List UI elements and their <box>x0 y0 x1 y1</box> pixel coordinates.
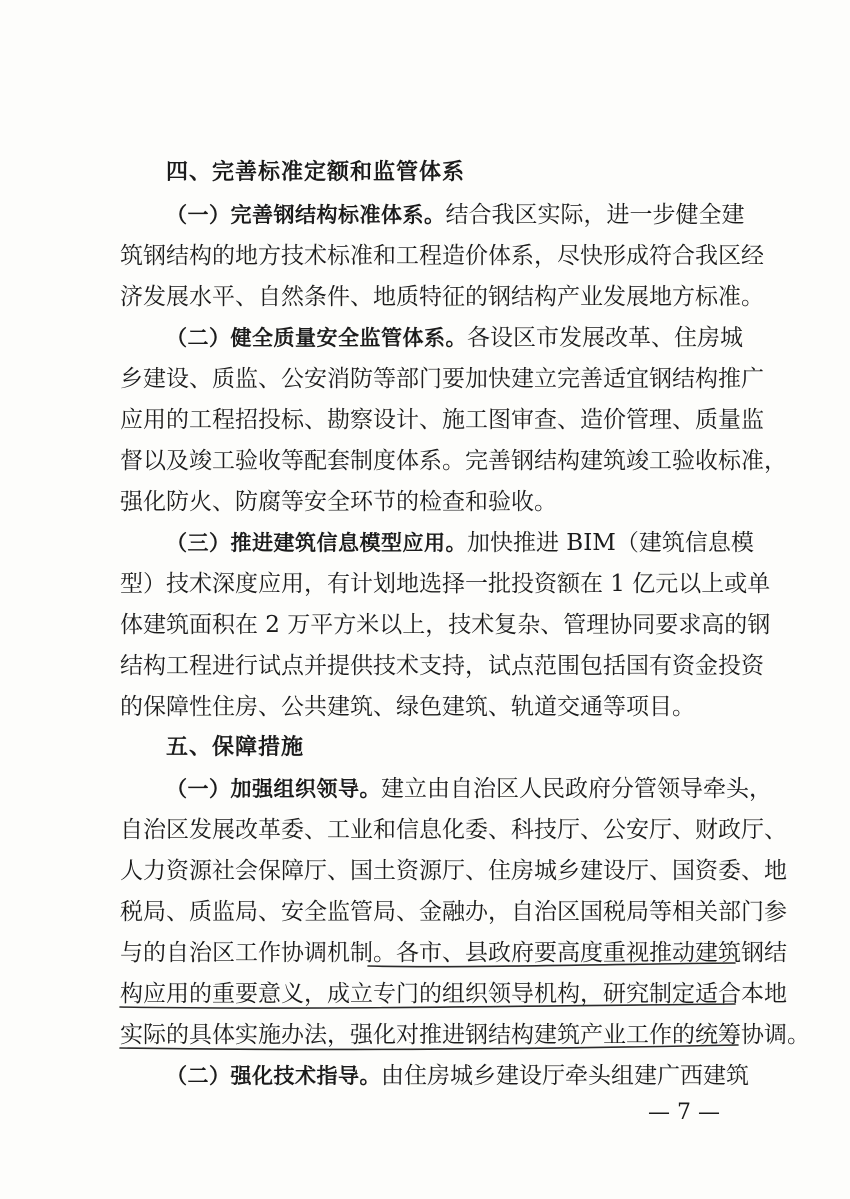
paragraph-line: 实际的具体实施办法，强化对推进钢结构建筑产业工作的统筹协调。 <box>120 1022 810 1048</box>
paragraph-line: 筑钢结构的地方技术标准和工程造价体系，尽快形成符合我区经 <box>120 243 764 269</box>
paragraph-line <box>166 527 754 559</box>
paragraph-line <box>120 937 787 969</box>
paragraph-line: 应用的工程招投标、勘察设计、施工图审查、造价管理、质量监 <box>120 407 764 433</box>
paragraph-line: 人力资源社会保障厅、国土资源厅、住房城乡建设厅、国资委、地 <box>120 858 787 884</box>
page-number: — 7 — <box>648 1100 720 1125</box>
paragraph-line: 结构工程进行试点并提供技术支持，试点范围包括国有资金投资 <box>120 653 764 679</box>
paragraph-text: 建立由自治区人民政府分管领导牵头， <box>381 776 772 802</box>
section-heading-4: 四、完善标准定额和监管体系 <box>166 160 466 185</box>
paragraph-lead: （一）完善钢结构标准体系。 <box>166 203 446 227</box>
paragraph-line <box>166 322 743 354</box>
paragraph-text: 与的自治区工作协调机制。 <box>120 940 396 966</box>
paragraph-line: 督以及竣工验收等配套制度体系。完善钢结构建筑竣工验收标准， <box>120 448 787 474</box>
paragraph-line <box>166 1060 749 1092</box>
paragraph-line: 乡建设、质监、公安消防等部门要加快建立完善适宜钢结构推广 <box>120 366 764 392</box>
paragraph-line <box>166 773 772 805</box>
paragraph-lead: （一）加强组织领导。 <box>166 777 381 801</box>
section-heading-5: 五、保障措施 <box>166 735 305 760</box>
paragraph-line: 济发展水平、自然条件、地质特征的钢结构产业发展地方标准。 <box>120 284 764 310</box>
paragraph-text: 加快推进 BIM（建筑信息模 <box>467 530 754 556</box>
paragraph-text: 由住房城乡建设厅牵头组建广西建筑 <box>381 1063 749 1089</box>
paragraph-line: 体建筑面积在 2 万平方米以上，技术复杂、管理协同要求高的钢 <box>120 612 771 638</box>
paragraph-line: 的保障性住房、公共建筑、绿色建筑、轨道交通等项目。 <box>120 694 695 720</box>
underlined-text: 各市、县政府要高度重视推动建筑钢结 <box>396 940 787 966</box>
paragraph-line: 自治区发展改革委、工业和信息化委、科技厅、公安厅、财政厅、 <box>120 817 787 843</box>
paragraph-text: 结合我区实际，进一步健全建 <box>445 202 745 228</box>
paragraph-line <box>166 199 745 231</box>
paragraph-line: 型）技术深度应用，有计划地选择一批投资额在 1 亿元以上或单 <box>120 571 771 597</box>
paragraph-text: 各设区市发展改革、住房城 <box>467 325 743 351</box>
paragraph-lead: （二）健全质量安全监管体系。 <box>166 326 467 350</box>
paragraph-lead: （三）推进建筑信息模型应用。 <box>166 531 467 555</box>
paragraph-lead: （二）强化技术指导。 <box>166 1064 381 1088</box>
paragraph-line: 构应用的重要意义，成立专门的组织领导机构，研究制定适合本地 <box>120 981 787 1007</box>
paragraph-line: 强化防火、防腐等安全环节的检查和验收。 <box>120 489 557 515</box>
paragraph-line: 税局、质监局、安全监管局、金融办，自治区国税局等相关部门参 <box>120 899 787 925</box>
